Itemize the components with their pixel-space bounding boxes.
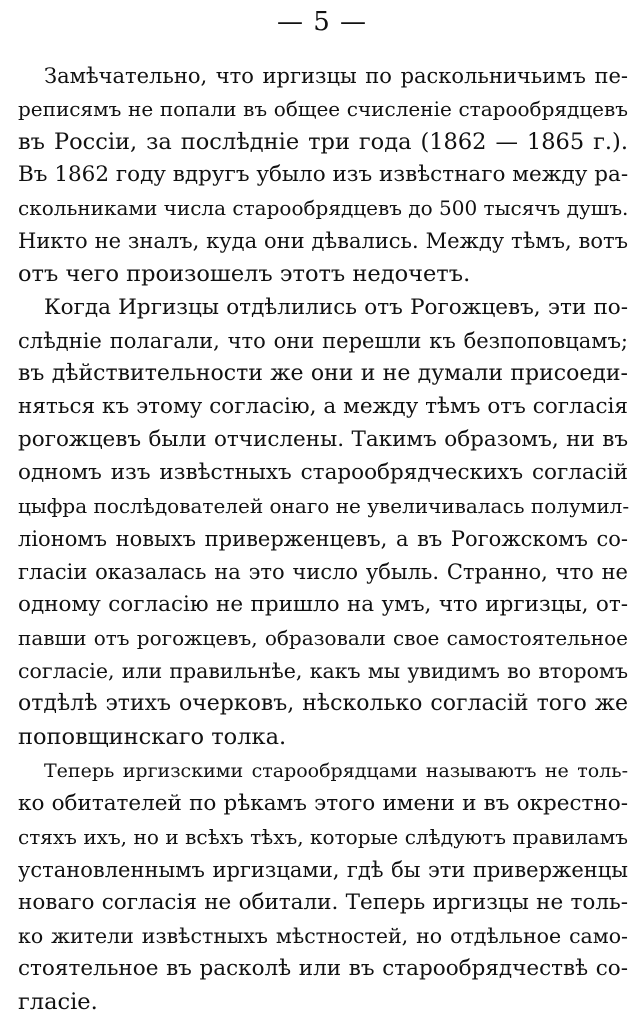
text-line: Теперь иргизскими старообрядцами называютъ не толь-: [44, 759, 628, 782]
text-line: слѣдніе полагали, что они перешли къ безпоповцамъ;: [18, 328, 628, 353]
text-line: гласіи оказалась на это число убыль. Странно, что не: [18, 560, 628, 585]
text-line: стоятельное въ расколѣ или въ старообрядчествѣ со-: [18, 955, 628, 981]
text-line: Замѣчательно, что иргизцы по раскольничьимъ пе-: [44, 64, 628, 88]
text-line: цыфра послѣдователей онаго не увеличивалась полумил-: [18, 493, 630, 518]
text-line: ко жители извѣстныхъ мѣстностей, но отдѣльное само-: [18, 923, 628, 948]
text-line: отдѣлѣ этихъ очерковъ, нѣсколько согласій того же: [18, 691, 628, 717]
text-line: установленнымъ иргизцами, гдѣ бы эти приверженцы: [18, 857, 628, 882]
text-line: Когда Иргизцы отдѣлились отъ Рогожцевъ, эти по-: [44, 294, 628, 320]
text-line: одномъ изъ извѣстныхъ старообрядческихъ согласій: [18, 459, 628, 485]
text-line: одному согласію не пришло на умъ, что иргизцы, от-: [18, 592, 628, 618]
text-line: новаго согласія не обитали. Теперь иргизцы не толь-: [18, 889, 628, 915]
text-line: Въ 1862 году вдругъ убыло изъ извѣстнаго между ра-: [18, 162, 629, 188]
text-line: няться къ этому согласію, а между тѣмъ отъ согласія: [18, 393, 628, 419]
text-line: отъ чего произошелъ этотъ недочетъ.: [18, 261, 471, 288]
text-line: реписямъ не попали въ общее счисленіе старообрядцевъ: [18, 97, 628, 122]
text-line: въ дѣйствительности же они и не думали присоеди-: [18, 360, 628, 386]
text-line: скольниками числа старообрядцевъ до 500 тысячъ душъ.: [18, 196, 629, 221]
text-line: Никто не зналъ, куда они дѣвались. Между тѣмъ, вотъ: [18, 229, 628, 254]
text-line: стяхъ ихъ, но и всѣхъ тѣхъ, которые слѣдуютъ правиламъ: [18, 824, 628, 849]
text-line: въ Россіи, за послѣдніе три года (1862 — 1865 г.).: [18, 129, 628, 156]
text-line: рогожцевъ были отчислены. Такимъ образомъ, ни въ: [18, 426, 628, 452]
text-line: согласіе, или правильнѣе, какъ мы увидимъ во второмъ: [18, 659, 628, 684]
page-number: — 5 —: [276, 7, 368, 37]
text-line: ліономъ новыхъ приверженцевъ, а въ Рогожскомъ со-: [18, 527, 628, 551]
text-line: павши отъ рогожцевъ, образовали свое самостоятельное: [18, 626, 628, 651]
text-line: ко обитателей по рѣкамъ этого имени и въ окрестно-: [18, 790, 628, 816]
text-line: поповщинскаго толка.: [18, 724, 287, 751]
text-line: гласіе.: [18, 989, 98, 1015]
